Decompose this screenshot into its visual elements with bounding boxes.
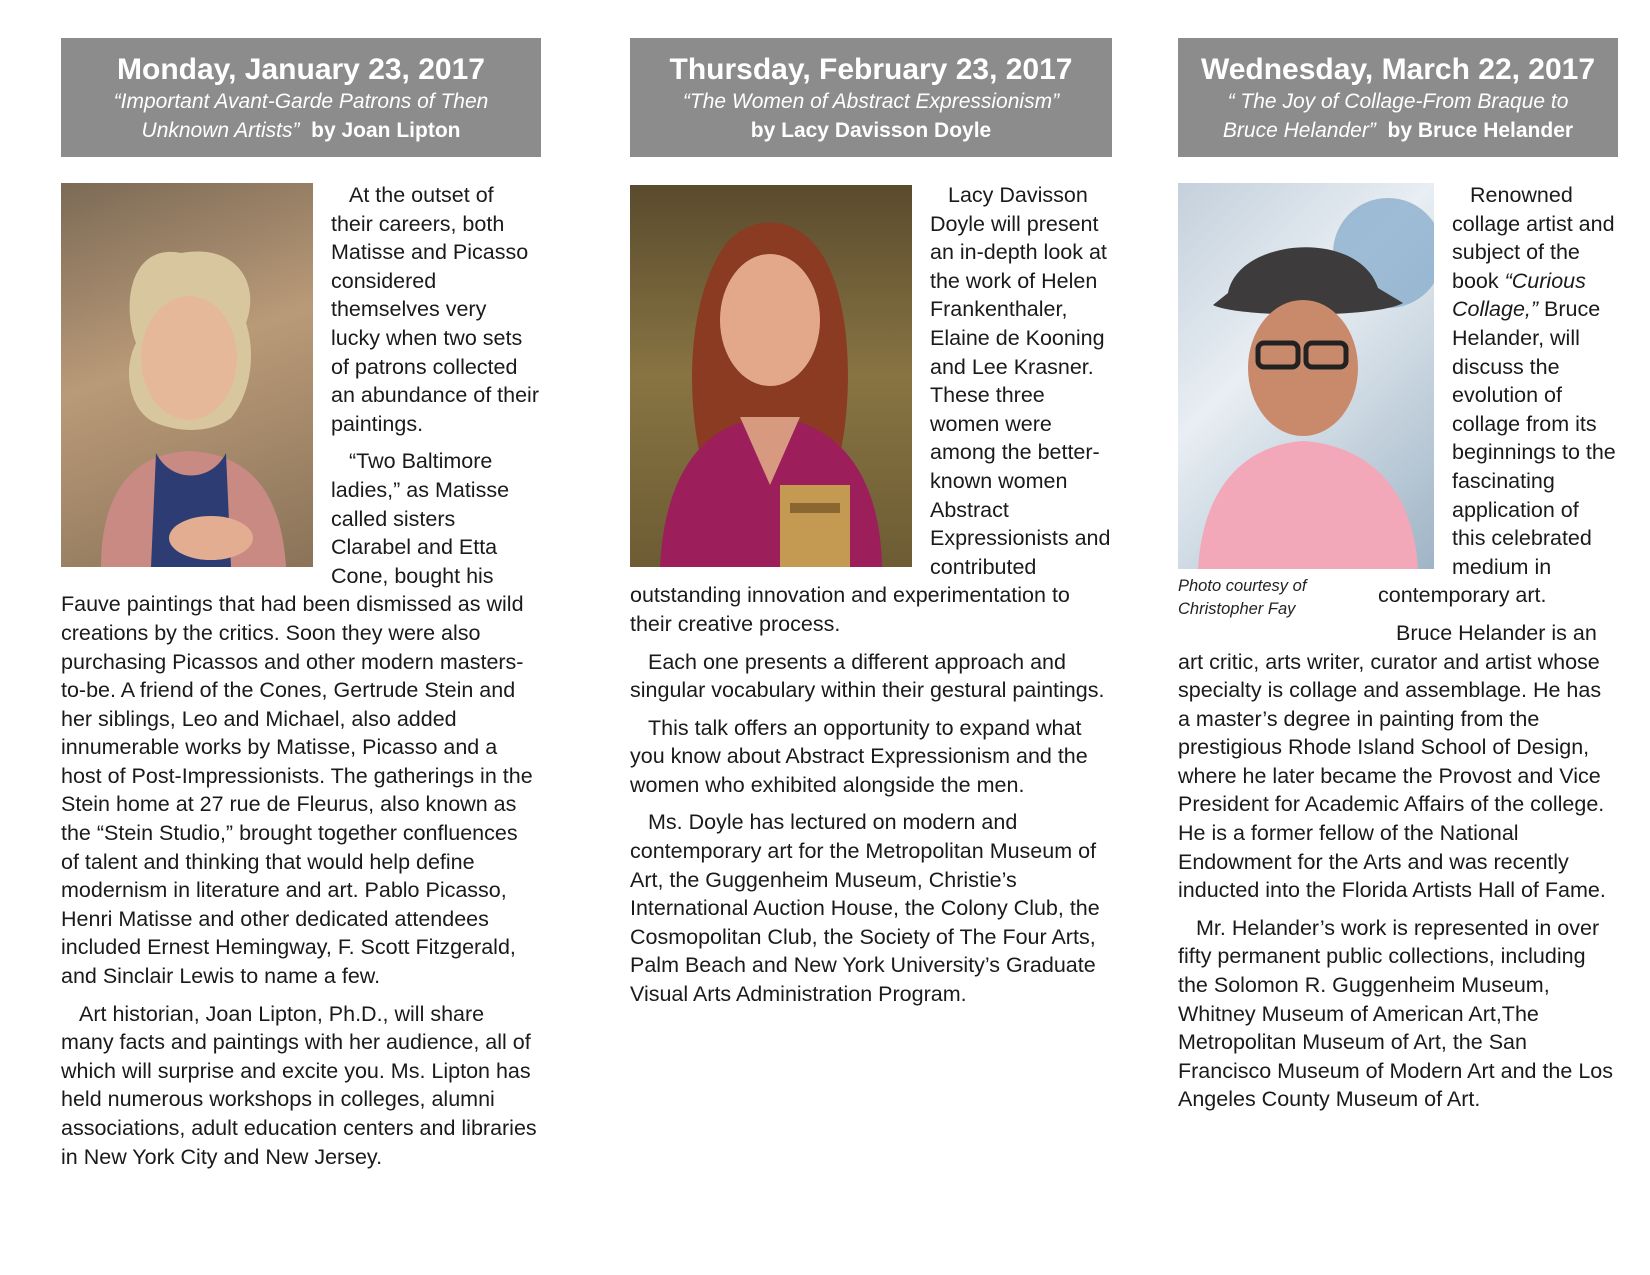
body-paragraph: Bruce Helander is an art critic, arts writer, curator and artist whose specialty is collage and assemblage. He has a master’s degree in painting from the prestigious Rhode Island School of Design, where he later became the Provost and Vice President for Academic Affairs of the college. He is a former fellow of the National Endowment for the Arts and was recently inducted into the Florida Artists Hall of Fame. bbox=[1178, 620, 1606, 903]
event-date: Wednesday, March 22, 2017 bbox=[1200, 53, 1596, 86]
event-date: Monday, January 23, 2017 bbox=[117, 53, 485, 86]
speaker-photo bbox=[1178, 183, 1434, 569]
speaker-photo bbox=[630, 185, 912, 567]
body-paragraph: Ms. Doyle has lectured on modern and contemporary art for the Metropolitan Museum of Art, the Guggenheim Museum, Christie’s International Auction House, the Colony Club, the Cosmopolitan Club, the Society of The Four Arts, Palm Beach and New York University’s Graduate Visual Arts Administration Program. bbox=[630, 810, 1100, 1007]
event-column-3 bbox=[1178, 38, 1618, 1123]
event-title: “ The Joy of Collage-From Braque to bbox=[1227, 90, 1569, 113]
event-title: “The Women of Abstract Expressionism” bbox=[682, 90, 1060, 113]
body-paragraph: Mr. Helander’s work is represented in over fifty permanent public collections, including the Solomon R. Guggenheim Museum, Whitney Museum of American Art,The Metropolitan Museum of Art, the San Francisco Museum of Modern Art and the Los Angeles County Museum of Art. bbox=[1178, 915, 1613, 1112]
event-title-cont: Unknown Artists” bbox=[141, 119, 300, 142]
event-column-1 bbox=[61, 38, 541, 1180]
event-header-2 bbox=[630, 38, 1112, 157]
event-column-2 bbox=[630, 38, 1112, 1018]
event-byline: by Joan Lipton bbox=[311, 119, 461, 142]
event-byline: by Bruce Helander bbox=[1387, 119, 1574, 142]
body-paragraph: Each one presents a different approach and singular vocabulary within their gestural paintings. bbox=[630, 649, 1105, 703]
event-body-2 bbox=[630, 181, 1112, 1009]
event-body-1 bbox=[61, 181, 541, 1171]
book-title: “Curious Collage,” bbox=[1452, 268, 1586, 322]
body-paragraph: Renowned collage artist and subject of the book “Curious Collage,” Bruce Helander, will discuss the evolution of collage from its beginnings to the fascinating application of this celebrated medium in contemporary art. bbox=[1378, 183, 1616, 608]
speaker-photo bbox=[61, 183, 313, 567]
body-paragraph: “Two Baltimore ladies,” as Matisse called sisters Clarabel and Etta Cone, bought his Fauve paintings that had been dismissed as wild creations by the critics. Soon they were also purchasing Picassos and other modern masters-to-be. A friend of the Cones, Gertrude Stein and her siblings, Leo and Michael, also added innumerable works by Matisse, Picasso and a host of Post-Impressionists. The gatherings in the Stein home at 27 rue de Fleurus, also known as the “Stein Studio,” brought together confluences of talent and thinking that would help define modernism in literature and art. Pablo Picasso, Henri Matisse and other dedicated attendees included Ernest Hemingway, F. Scott Fitzgerald, and Sinclair Lewis to name a few. bbox=[61, 449, 533, 989]
event-header-1 bbox=[61, 38, 541, 157]
body-paragraph: Art historian, Joan Lipton, Ph.D., will share many facts and paintings with her audience, all of which will surprise and excite you. Ms. Lipton has held numerous workshops in colleges, alumni associations, adult education centers and libraries in New York City and New Jersey. bbox=[61, 1001, 537, 1169]
event-date: Thursday, February 23, 2017 bbox=[669, 53, 1073, 86]
event-body-3 bbox=[1178, 181, 1618, 1114]
event-header-3 bbox=[1178, 38, 1618, 157]
event-title-cont: Bruce Helander” bbox=[1222, 119, 1376, 142]
body-paragraph: At the outset of their careers, both Matisse and Picasso considered themselves very lucky when two sets of patrons collected an abundance of their paintings. bbox=[331, 183, 539, 436]
body-paragraph: This talk offers an opportunity to expand what you know about Abstract Expressionism and the women who exhibited alongside the men. bbox=[630, 715, 1088, 797]
event-title: “Important Avant-Garde Patrons of Then bbox=[113, 90, 489, 113]
photo-caption: Photo courtesy of Christopher Fay bbox=[1178, 577, 1307, 618]
body-paragraph: Lacy Davisson Doyle will present an in-depth look at the work of Helen Frankenthaler, Elaine de Kooning and Lee Krasner. These three women were among the better-known women Abstract Expressionists and contributed outstanding innovation and experimentation to their creative process. bbox=[630, 183, 1111, 636]
event-byline: by Lacy Davisson Doyle bbox=[750, 119, 992, 142]
